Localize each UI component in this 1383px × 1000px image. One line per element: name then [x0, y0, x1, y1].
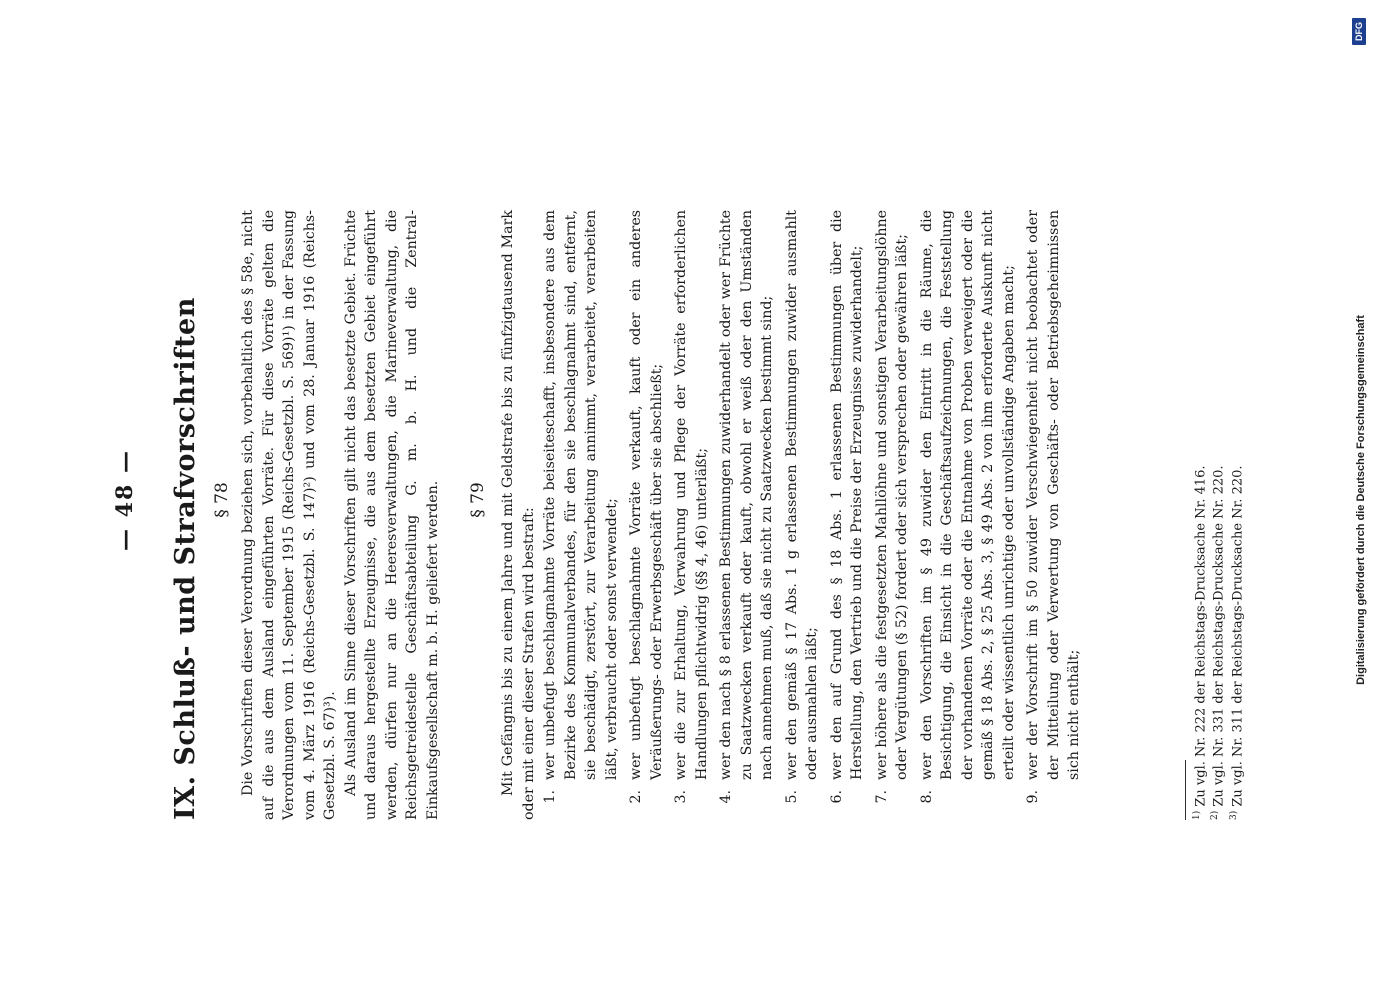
dfg-logo: DFG — [1352, 18, 1366, 45]
list-item-number: 3. — [673, 790, 689, 804]
list-item — [626, 210, 667, 820]
footnote-mark: 2) — [1210, 810, 1221, 820]
paragraph-79-intro-text: Mit Gefängnis bis zu einem Jahre und mit Geldstrafe bis zu fünfzigtausend Mark oder mit einer dieser Strafen wird bestraft: — [500, 210, 537, 820]
list-item — [827, 210, 868, 820]
list-item-text: wer der Vorschrift im § 50 zuwider Verschwiegenheit nicht beobachtet oder der Mitteilung oder Verwertung von Geschäfts- oder Betriebsgeheimnissen sich nicht enthält; — [1025, 210, 1082, 780]
paragraph-79-heading: § 79 — [468, 482, 488, 518]
footnote-text: Zu vgl. Nr. 311 der Reichstags-Drucksache Nr. 220. — [1229, 465, 1245, 807]
footnotes — [1190, 465, 1245, 820]
list-item — [917, 210, 1020, 820]
list-item-number: 5. — [783, 790, 800, 804]
list-item — [1023, 210, 1085, 820]
list-item-number: 8. — [918, 790, 935, 804]
paragraph-79-intro — [498, 210, 539, 820]
footnote — [1208, 465, 1226, 820]
list-item-text: wer den gemäß § 17 Abs. 1 g erlassenen Bestimmungen zuwider ausmahlt oder ausmahlen läßt; — [783, 210, 820, 780]
digitization-note: Digitalisierung gefördert durch die Deutsche Forschungsgemeinschaft — [1355, 315, 1367, 685]
list-item — [872, 210, 913, 820]
list-item-text: wer den Vorschriften im § 49 zuwider den Eintritt in die Räume, die Besichtigung, die Einsicht in die Geschäftsaufzeichnungen, die Feststellung der vorhandenen Vorräte oder die Entnahme von Proben verweigert oder die gemäß § 18 Abs. 2, § 25 Abs. 3, § 49 Abs. 2 von ihm erforderte Auskunft nicht erteilt oder wissentlich unrichtige oder unvollständige Angaben macht; — [918, 210, 1017, 780]
list-item-text: wer die zur Erhaltung, Verwahrung und Pflege der Vorräte erforderlichen Handlungen pflichtwidrig (§§ 4, 46) unterläßt; — [673, 210, 710, 780]
list-item-text: wer den auf Grund des § 18 Abs. 1 erlassenen Bestimmungen über die Herstellung, den Vertrieb und die Preise der Erzeugnisse zuwiderhandelt; — [828, 210, 865, 780]
list-item-text: wer höhere als die festgesetzten Mahllöhne und sonstigen Verarbeitungslöhne oder Vergütungen (§ 52) fordert oder sich versprechen oder gewähren läßt; — [873, 210, 910, 780]
list-item-text: wer den nach § 8 erlassenen Bestimmungen zuwiderhandelt oder wer Früchte zu Saatzwecken verkauft oder kauft, obwohl er weiß oder den Umständen nach annehmen muß, daß sie nicht zu Saatzwecken bestimmt sind; — [718, 210, 775, 780]
page-number: — 48 — — [112, 449, 138, 551]
footnote-mark: 1) — [1192, 810, 1202, 820]
footnote-divider — [1185, 760, 1186, 820]
list-item-number: 1. — [542, 790, 558, 804]
paragraph-79-list — [540, 210, 1089, 820]
footnote-text: Zu vgl. Nr. 222 der Reichstags-Drucksache Nr. 416. — [1193, 465, 1209, 807]
list-item — [782, 210, 823, 820]
paragraph-78-body — [238, 210, 443, 820]
list-item-number: 7. — [873, 790, 890, 804]
list-item-text: wer unbefugt beschlagnahmte Vorräte verkauft, kauft oder ein anderes Veräußerungs- oder Erwerbsgeschäft über sie abschließt; — [628, 210, 665, 780]
list-item-number: 9. — [1025, 790, 1041, 804]
footnote — [1190, 465, 1208, 820]
paragraph-78-text-1: Die Vorschriften dieser Verordnung beziehen sich, vorbehaltlich des § 58e, nicht auf die aus dem Ausland eingeführten Vorräte. Für diese Vorräte gelten die Verordnungen vom 11. September 1915 (Reichs-Gesetzbl. S. 569)¹) in der Fassung vom 4. März 1916 (Reichs-Gesetzbl. S. 147)²) und vom 28. Januar 1916 (Reichs-Gesetzbl. S. 67)³). — [240, 210, 338, 820]
list-item — [540, 210, 622, 820]
list-item-number: 6. — [828, 790, 845, 804]
footnote — [1227, 465, 1245, 820]
list-item — [671, 210, 712, 820]
section-heading: IX. Schluß- und Strafvorschriften — [170, 297, 201, 820]
footnote-text: Zu vgl. Nr. 331 der Reichstags-Drucksache Nr. 220. — [1211, 465, 1227, 807]
list-item-number: 2. — [628, 790, 644, 804]
footnote-mark: 3) — [1228, 810, 1239, 820]
paragraph-78-text-2: Als Ausland im Sinne dieser Vorschriften gilt nicht das besetzte Gebiet. Früchte und daraus hergestellte Erzeugnisse, die aus dem besetzten Gebiet eingeführt werden, dürfen nur an die Heeresverwaltungen, die Marineverwaltung, die Reichsgetreidestelle Geschäftsabteilung G. m. b. H. und die Zentral-Einkaufsgesellschaft m. b. H. geliefert werden. — [342, 210, 441, 820]
list-item — [716, 210, 778, 820]
list-item-text: wer unbefugt beschlagnahmte Vorräte beiseiteschafft, insbesondere aus dem Bezirke des Kommunalverbandes, für den sie beschlagnahmt sind, entfernt, sie beschädigt, zerstört, zur Verarbeitung annimmt, verarbeitet, verarbeiten läßt, verbraucht oder sonst verwendet; — [542, 210, 620, 780]
paragraph-78-heading: § 78 — [212, 482, 232, 518]
list-item-number: 4. — [718, 790, 734, 804]
